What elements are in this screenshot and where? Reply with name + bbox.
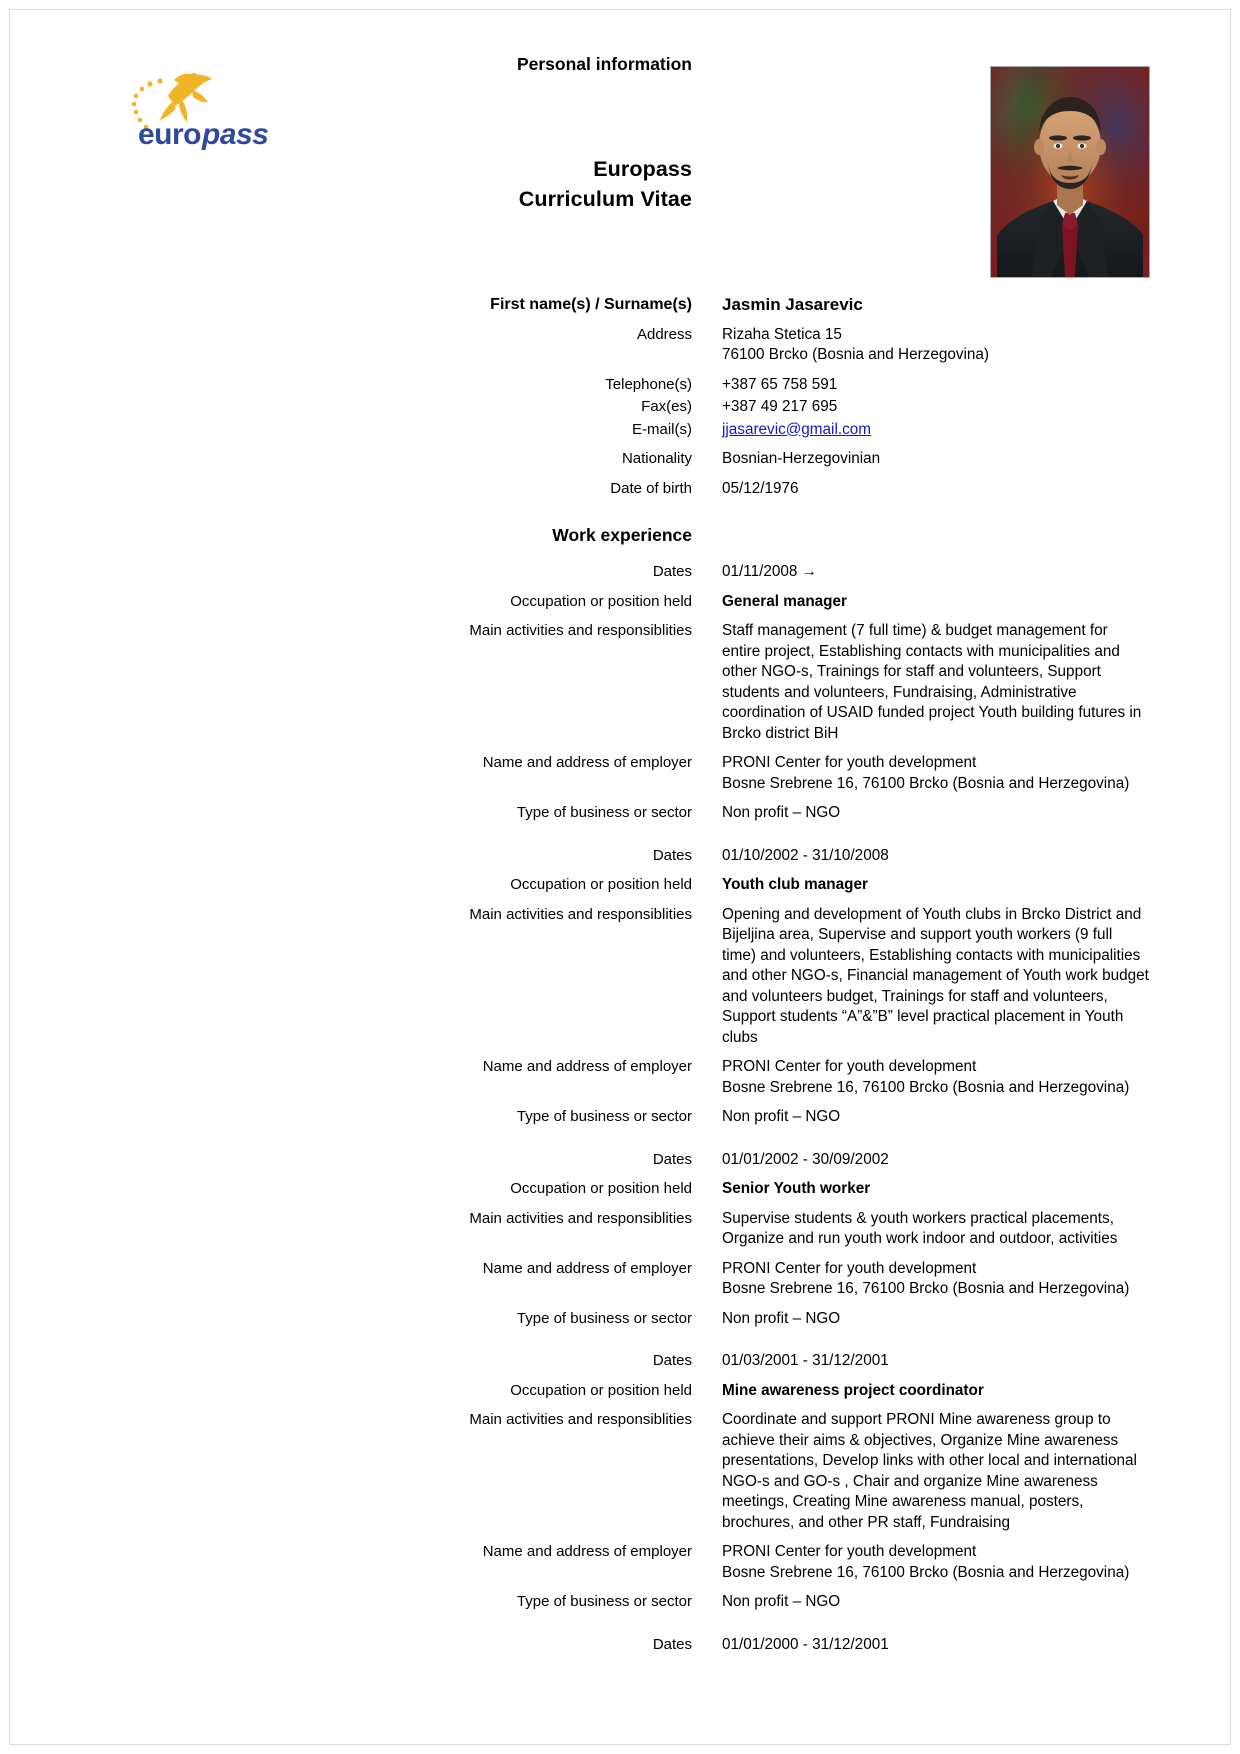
job-occupation-row bbox=[90, 1381, 1150, 1402]
label-dates: Dates bbox=[652, 1635, 692, 1653]
value-address bbox=[720, 325, 1150, 366]
value-dates: 01/03/2001 - 31/12/2001 bbox=[722, 1352, 889, 1369]
label-dates: Dates bbox=[652, 1352, 692, 1369]
value-activities: Opening and development of Youth clubs in Brcko District and Bijeljina area, Supervise and support youth workers (9 full time) and volunteers, Establishing contacts with municipalities and other NGO-s, Financial management of Youth work budget and volunteers budget, Trainings for staff and volunteers, Support students “A”&”B” level practical placement in Youth clubs bbox=[722, 905, 1149, 1046]
job-dates-row bbox=[90, 1635, 1150, 1656]
value-employer-address: Bosne Srebrene 16, 76100 Brcko (Bosnia and Herzegovina) bbox=[722, 1078, 1130, 1096]
value-business-type: Non profit – NGO bbox=[722, 1309, 841, 1327]
document-header bbox=[90, 54, 1150, 286]
title-curriculum-vitae: Curriculum Vitae bbox=[518, 187, 692, 211]
job-activities-row bbox=[90, 905, 1150, 1049]
value-activities: Coordinate and support PRONI Mine awareness group to achieve their aims & objectives, Organize Mine awareness presentations, Develop links with other local and international NGO-s and GO-s , Chair and organize Mine awareness meetings, Creating Mine awareness manual, posters, brochures, and other PR staff, Fundraising bbox=[722, 1411, 1137, 1531]
job-business-row bbox=[90, 1309, 1150, 1330]
label-occupation: Occupation or position held bbox=[510, 1180, 692, 1197]
job-activities-row bbox=[90, 1410, 1150, 1533]
job-activities-row bbox=[90, 621, 1150, 744]
job-occupation-row bbox=[90, 1179, 1150, 1200]
value-dates: 01/01/2000 - 31/12/2001 bbox=[722, 1635, 889, 1653]
label-dates: Dates bbox=[652, 1150, 692, 1168]
label-business-type: Type of business or sector bbox=[516, 1593, 692, 1610]
title-europass: Europass bbox=[593, 157, 692, 181]
applicant-photo bbox=[990, 66, 1150, 278]
label-business-type: Type of business or sector bbox=[516, 804, 692, 821]
label-nationality: Nationality bbox=[621, 450, 692, 467]
label-occupation: Occupation or position held bbox=[510, 876, 692, 893]
label-occupation: Occupation or position held bbox=[510, 592, 692, 610]
value-fax: +387 49 217 695 bbox=[722, 398, 838, 415]
svg-text:euro: euro bbox=[138, 118, 202, 151]
field-fax bbox=[90, 397, 1150, 418]
label-employer: Name and address of employer bbox=[482, 754, 692, 771]
label-employer: Name and address of employer bbox=[482, 1259, 692, 1277]
section-work-experience: Work experience bbox=[552, 525, 692, 545]
label-address: Address bbox=[636, 325, 692, 343]
svg-text:pass: pass bbox=[202, 118, 269, 151]
value-occupation: Mine awareness project coordinator bbox=[722, 1381, 984, 1399]
value-activities: Staff management (7 full time) & budget management for entire project, Establishing contacts with municipalities and other NGO-s, Trainings for staff and volunteers, Support students and volunteers, Fundraising, Administrative coordination of USAID funded project Youth building futures in Brcko district BiH bbox=[722, 622, 1142, 742]
job-business-row bbox=[90, 1592, 1150, 1613]
value-employer-name: PRONI Center for youth development bbox=[722, 754, 977, 771]
value-activities: Supervise students & youth workers practical placements, Organize and run youth work indoor and outdoor, activities bbox=[722, 1209, 1118, 1247]
job-business-row bbox=[90, 1107, 1150, 1128]
value-date-of-birth: 05/12/1976 bbox=[722, 479, 799, 497]
value-name: Jasmin Jasarevic bbox=[722, 295, 863, 314]
field-nationality bbox=[90, 449, 1150, 470]
value-employer-name: PRONI Center for youth development bbox=[722, 1259, 977, 1277]
value-dates: 01/10/2002 - 31/10/2008 bbox=[722, 846, 889, 864]
value-dates: 01/01/2002 - 30/09/2002 bbox=[722, 1150, 889, 1168]
email-link[interactable]: jjasarevic@gmail.com bbox=[722, 420, 871, 438]
field-address bbox=[90, 325, 1150, 366]
label-activities: Main activities and responsiblities bbox=[469, 1411, 692, 1428]
field-date-of-birth bbox=[90, 479, 1150, 500]
field-telephone bbox=[90, 375, 1150, 396]
label-activities: Main activities and responsiblities bbox=[469, 905, 692, 923]
label-dates: Dates bbox=[652, 563, 692, 580]
label-date-of-birth: Date of birth bbox=[610, 479, 692, 497]
address-line-2: 76100 Brcko (Bosnia and Herzegovina) bbox=[722, 346, 990, 363]
label-activities: Main activities and responsiblities bbox=[469, 622, 692, 639]
label-activities: Main activities and responsiblities bbox=[469, 1209, 692, 1227]
section-personal-information: Personal information bbox=[516, 54, 692, 74]
job-activities-row bbox=[90, 1209, 1150, 1250]
value-employer-address: Bosne Srebrene 16, 76100 Brcko (Bosnia and Herzegovina) bbox=[722, 774, 1130, 792]
label-telephone: Telephone(s) bbox=[605, 375, 692, 393]
value-telephone: +387 65 758 591 bbox=[722, 375, 838, 393]
value-business-type: Non profit – NGO bbox=[722, 1593, 841, 1610]
value-occupation: General manager bbox=[722, 592, 847, 610]
job-dates-row bbox=[90, 1351, 1150, 1372]
job-employer-row bbox=[90, 1057, 1150, 1098]
job-dates-row bbox=[90, 846, 1150, 867]
job-dates-row bbox=[90, 1150, 1150, 1171]
value-occupation: Youth club manager bbox=[722, 876, 868, 893]
value-employer-name: PRONI Center for youth development bbox=[722, 1058, 977, 1075]
value-business-type: Non profit – NGO bbox=[722, 804, 841, 821]
value-employer-address: Bosne Srebrene 16, 76100 Brcko (Bosnia and Herzegovina) bbox=[722, 1563, 1130, 1581]
job-employer-row bbox=[90, 1259, 1150, 1300]
label-occupation: Occupation or position held bbox=[510, 1381, 692, 1399]
value-employer-address: Bosne Srebrene 16, 76100 Brcko (Bosnia and Herzegovina) bbox=[722, 1280, 1130, 1297]
value-occupation: Senior Youth worker bbox=[722, 1180, 871, 1197]
label-name: First name(s) / Surname(s) bbox=[490, 296, 692, 313]
job-employer-row bbox=[90, 1542, 1150, 1583]
label-business-type: Type of business or sector bbox=[516, 1108, 692, 1125]
value-dates: 01/11/2008 → bbox=[722, 563, 817, 580]
value-employer-name: PRONI Center for youth development bbox=[722, 1543, 977, 1560]
job-occupation-row bbox=[90, 592, 1150, 613]
field-email bbox=[90, 420, 1150, 441]
label-employer: Name and address of employer bbox=[482, 1058, 692, 1075]
job-occupation-row bbox=[90, 875, 1150, 896]
address-line-1: Rizaha Stetica 15 bbox=[722, 325, 842, 343]
value-nationality: Bosnian-Herzegovinian bbox=[722, 450, 881, 467]
label-email: E-mail(s) bbox=[632, 420, 692, 438]
label-fax: Fax(es) bbox=[641, 398, 692, 415]
job-business-row bbox=[90, 803, 1150, 824]
job-employer-row bbox=[90, 753, 1150, 794]
label-business-type: Type of business or sector bbox=[516, 1309, 692, 1327]
europass-logo bbox=[122, 66, 297, 156]
label-employer: Name and address of employer bbox=[482, 1543, 692, 1560]
label-dates: Dates bbox=[652, 846, 692, 864]
field-name bbox=[90, 295, 1150, 316]
job-dates-row bbox=[90, 562, 1150, 583]
page-title bbox=[90, 154, 720, 214]
value-business-type: Non profit – NGO bbox=[722, 1108, 841, 1125]
